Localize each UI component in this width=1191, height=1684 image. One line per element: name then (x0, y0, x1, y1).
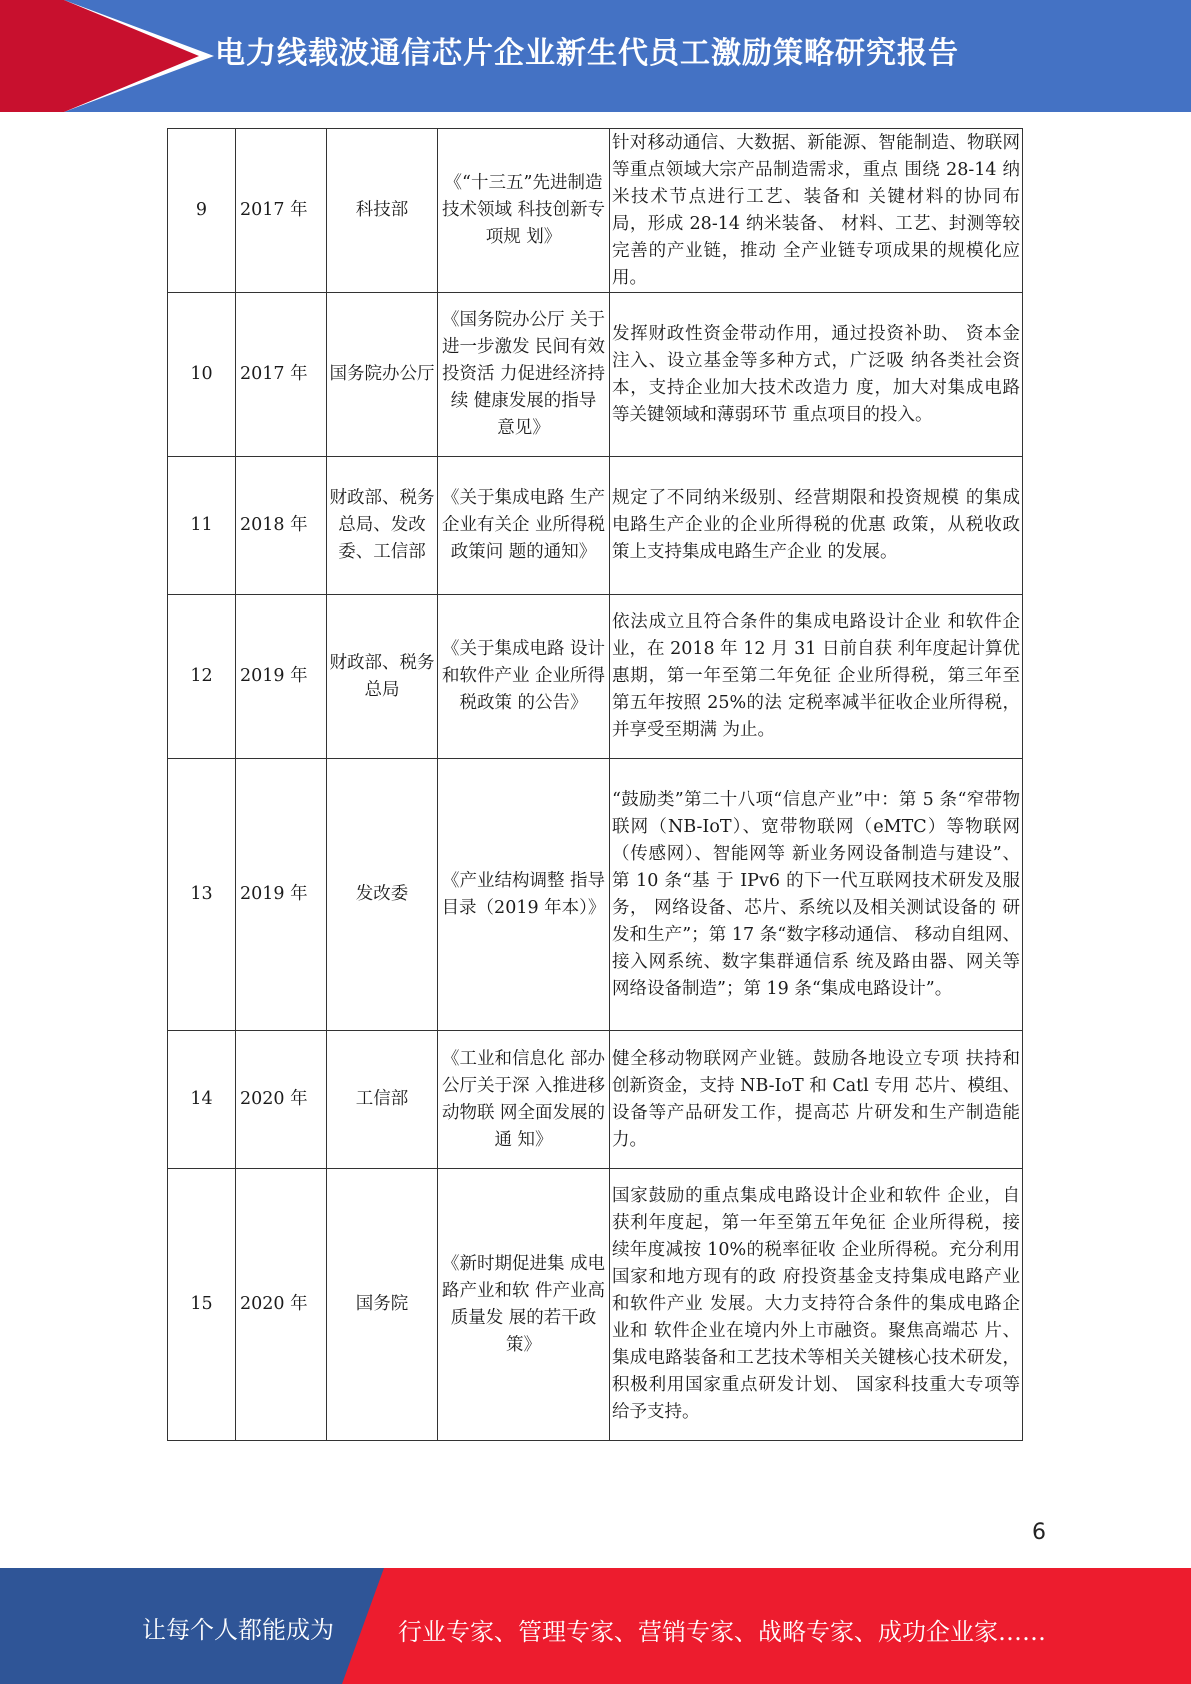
department-cell: 国务院办公厅 (327, 293, 438, 457)
table-row (168, 1031, 1023, 1169)
document-cell: 《关于集成电路 生产企业有关企 业所得税政策问 题的通知》 (438, 457, 610, 595)
row-number-cell: 13 (168, 759, 236, 1031)
table-row (168, 1169, 1023, 1441)
description-cell: 针对移动通信、大数据、新能源、智能制造、物联网等重点领域大宗产品制造需求，重点 围绕 28-14 纳米技术节点进行工艺、装备和 关键材料的协同布局，形成 28-14 纳米装备、 材料、工艺、封测等较完善的产业链，推动 全产业链专项成果的规模化应用。 (610, 129, 1023, 293)
year-cell: 2019 年 (236, 759, 327, 1031)
department-cell: 国务院 (327, 1169, 438, 1441)
document-cell: 《国务院办公厅 关于进一步激发 民间有效投资活 力促进经济持续 健康发展的指导 意见》 (438, 293, 610, 457)
year-cell: 2020 年 (236, 1169, 327, 1441)
department-cell: 工信部 (327, 1031, 438, 1169)
year-cell: 2019 年 (236, 595, 327, 759)
row-number-cell: 12 (168, 595, 236, 759)
row-number-cell: 10 (168, 293, 236, 457)
table-row (168, 595, 1023, 759)
description-cell: 国家鼓励的重点集成电路设计企业和软件 企业，自获利年度起，第一年至第五年免征 企业所得税，接续年度减按 10%的税率征收 企业所得税。充分利用国家和地方现有的政 府投资基金支持集成电路产业和软件产业 发展。大力支持符合条件的集成电路企业和 软件企业在境内外上市融资。聚焦高端芯 片、集成电路装备和工艺技术等相关关键核心技术研发，积极利用国家重点研发计划、 国家科技重大专项等给予支持。 (610, 1169, 1023, 1441)
description-cell: 依法成立且符合条件的集成电路设计企业 和软件企业，在 2018 年 12 月 31 日前自获 利年度起计算优惠期，第一年至第二年免征 企业所得税，第三年至第五年按照 25%的法 定税率减半征收企业所得税，并享受至期满 为止。 (610, 595, 1023, 759)
department-cell: 发改委 (327, 759, 438, 1031)
description-cell: 发挥财政性资金带动作用，通过投资补助、 资本金注入、设立基金等多种方式，广泛吸 纳各类社会资本，支持企业加大技术改造力 度，加大对集成电路等关键领域和薄弱环节 重点项目的投入。 (610, 293, 1023, 457)
department-cell: 财政部、税务总局、发改委、工信部 (327, 457, 438, 595)
header-red-block (0, 0, 64, 112)
department-cell: 财政部、税务总局 (327, 595, 438, 759)
description-cell: “鼓励类”第二十八项“信息产业”中：第 5 条“窄带物联网（NB-IoT）、宽带物联网（eMTC）等物联网（传感网）、智能网等 新业务网设备制造与建设”、第 10 条“基 于 IPv6 的下一代互联网技术研发及服务， 网络设备、芯片、系统以及相关测试设备的 研发和生产”；第 17 条“数字移动通信、 移动自组网、接入网系统、数字集群通信系 统及路由器、网关等网络设备制造”；第 19 条“集成电路设计”。 (610, 759, 1023, 1031)
document-cell: 《“十三五”先进制造技术领域 科技创新专项规 划》 (438, 129, 610, 293)
policy-table-body (168, 129, 1023, 1441)
table-row (168, 293, 1023, 457)
report-title: 电力线载波通信芯片企业新生代员工激励策略研究报告 (215, 36, 959, 71)
row-number-cell: 15 (168, 1169, 236, 1441)
row-number-cell: 14 (168, 1031, 236, 1169)
footer-slogan-left: 让每个人都能成为 (142, 1616, 334, 1644)
document-cell: 《工业和信息化 部办公厅关于深 入推进移动物联 网全面发展的通 知》 (438, 1031, 610, 1169)
description-cell: 健全移动物联网产业链。鼓励各地设立专项 扶持和创新资金，支持 NB-IoT 和 Catl 专用 芯片、模组、设备等产品研发工作，提高芯 片研发和生产制造能力。 (610, 1031, 1023, 1169)
table-row (168, 759, 1023, 1031)
row-number-cell: 9 (168, 129, 236, 293)
document-cell: 《新时期促进集 成电路产业和软 件产业高质量发 展的若干政策》 (438, 1169, 610, 1441)
year-cell: 2017 年 (236, 129, 327, 293)
table-row (168, 129, 1023, 293)
year-cell: 2017 年 (236, 293, 327, 457)
page-number: 6 (1032, 1520, 1046, 1545)
description-cell: 规定了不同纳米级别、经营期限和投资规模 的集成电路生产企业的企业所得税的优惠 政策，从税收政策上支持集成电路生产企业 的发展。 (610, 457, 1023, 595)
document-cell: 《产业结构调整 指导目录（2019 年本）》 (438, 759, 610, 1031)
page-header (0, 0, 1191, 112)
row-number-cell: 11 (168, 457, 236, 595)
document-cell: 《关于集成电路 设计和软件产业 企业所得税政策 的公告》 (438, 595, 610, 759)
policy-table (167, 128, 1023, 1441)
year-cell: 2018 年 (236, 457, 327, 595)
year-cell: 2020 年 (236, 1031, 327, 1169)
table-row (168, 457, 1023, 595)
page-footer (0, 1568, 1191, 1684)
footer-slogan-right: 行业专家、管理专家、营销专家、战略专家、成功企业家…… (398, 1618, 1046, 1646)
header-arrow (64, 0, 199, 112)
department-cell: 科技部 (327, 129, 438, 293)
